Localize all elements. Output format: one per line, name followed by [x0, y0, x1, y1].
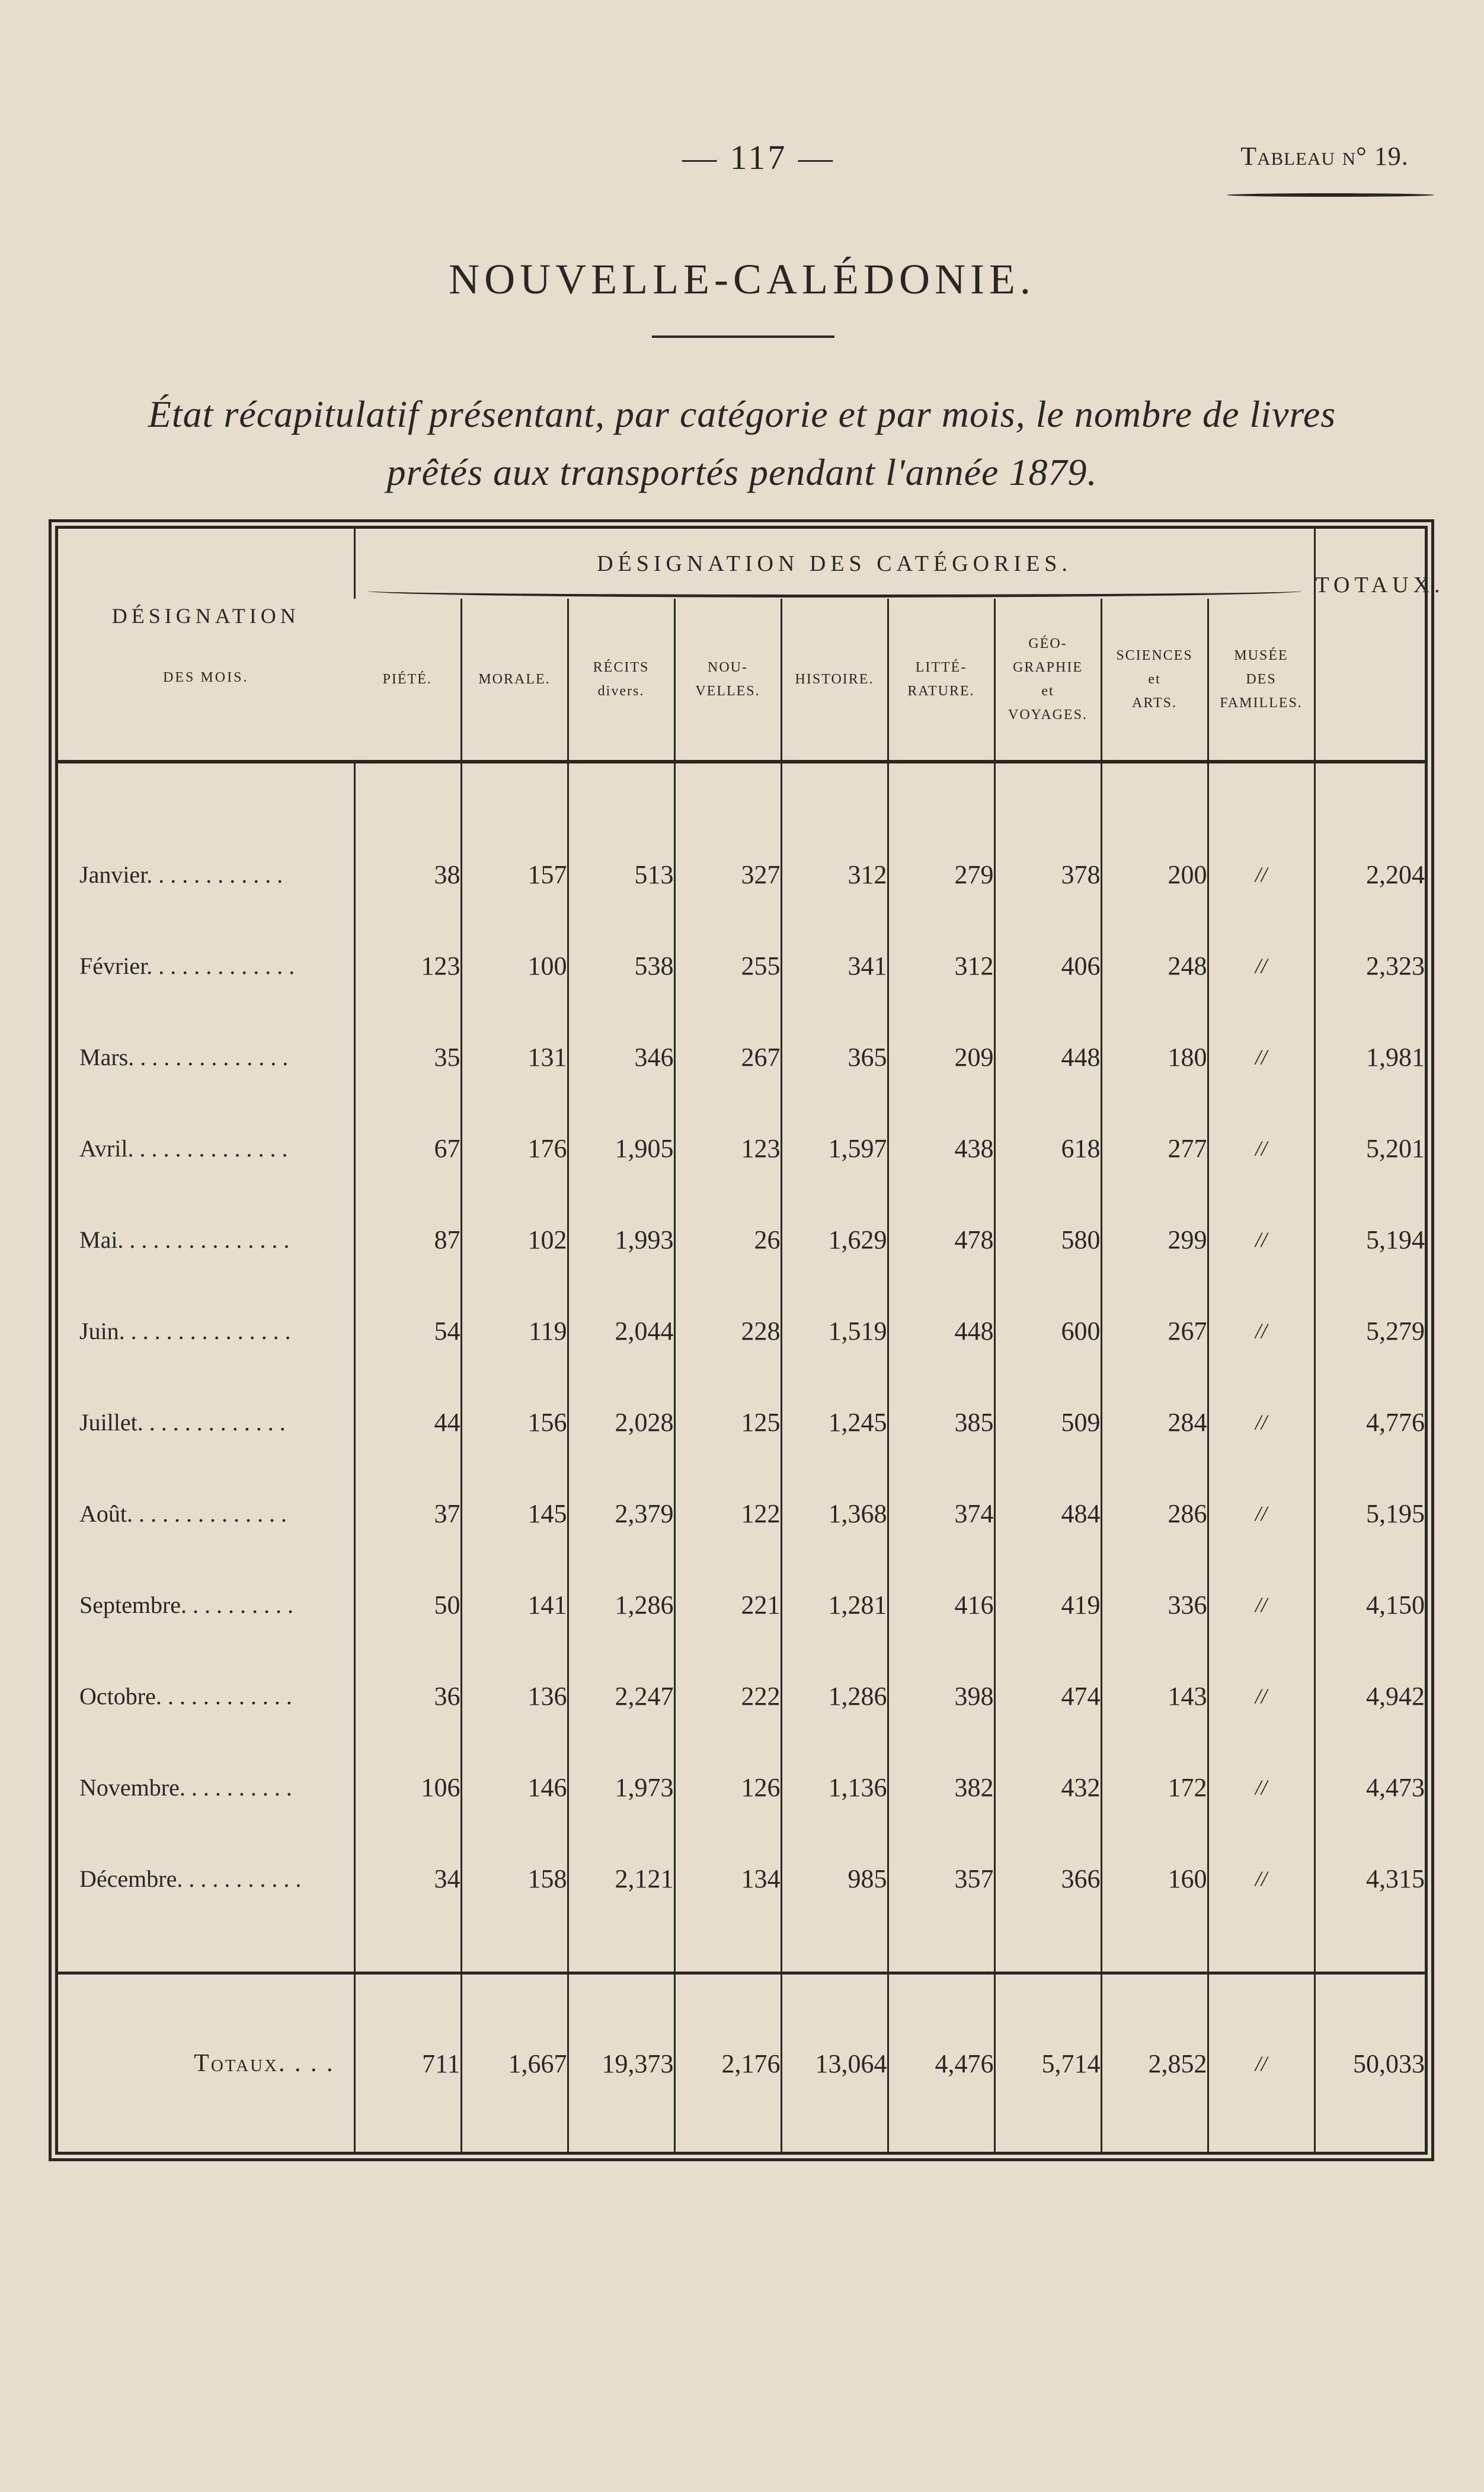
value-cell: 600	[994, 1285, 1101, 1376]
category-header-line: HISTOIRE.	[795, 672, 874, 687]
month-column-header	[58, 529, 354, 762]
value-cell: //	[1208, 1468, 1315, 1559]
category-header-line: NOU-	[708, 660, 748, 675]
value-cell: 580	[994, 1194, 1101, 1285]
category-header-line: et	[1041, 683, 1054, 699]
spacer-cell	[461, 762, 568, 829]
table-row	[58, 1011, 1425, 1103]
table-row	[58, 1559, 1425, 1650]
gap-cell	[1208, 1924, 1315, 1973]
tableau-reference: Tableau n° 19.	[1240, 142, 1409, 171]
value-cell: 248	[1101, 920, 1208, 1011]
value-cell: 474	[994, 1650, 1101, 1742]
value-cell: 346	[568, 1011, 674, 1103]
category-header	[781, 599, 888, 762]
month-cell: Avril. . . . . . . . . . . . . .	[79, 1135, 288, 1162]
value-cell: 341	[781, 920, 888, 1011]
tableau-underline	[1227, 193, 1434, 197]
month-header-line-1: DÉSIGNATION	[111, 603, 300, 628]
gap-cell	[994, 1924, 1101, 1973]
spacer-cell	[888, 762, 994, 829]
row-total-cell: 1,981	[1315, 1011, 1425, 1103]
value-cell: 2,379	[568, 1468, 674, 1559]
category-header-line: VOYAGES.	[1008, 707, 1088, 723]
row-total-cell: 4,150	[1315, 1559, 1425, 1650]
category-header	[568, 599, 674, 762]
table-caption	[119, 385, 1365, 501]
month-header-line-2: DES MOIS.	[163, 669, 249, 685]
category-header-line: MUSÉE	[1234, 648, 1288, 663]
value-cell: 180	[1101, 1011, 1208, 1103]
category-header-line: RATURE.	[907, 683, 975, 699]
value-cell: 67	[354, 1103, 461, 1194]
column-total-cell: 1,667	[461, 1973, 568, 2153]
value-cell: 102	[461, 1194, 568, 1285]
value-cell: 2,247	[568, 1650, 674, 1742]
column-total-cell: 2,176	[674, 1973, 781, 2153]
table-frame	[49, 519, 1445, 2161]
value-cell: 374	[888, 1468, 994, 1559]
spacer-row	[58, 762, 1425, 829]
column-total-cell: 2,852	[1101, 1973, 1208, 2153]
value-cell: 200	[1101, 829, 1208, 920]
column-total-cell: 5,714	[994, 1973, 1101, 2153]
value-cell: 1,286	[568, 1559, 674, 1650]
value-cell: 222	[674, 1650, 781, 1742]
month-cell: Novembre. . . . . . . . . .	[79, 1774, 292, 1801]
category-header-line: et	[1148, 672, 1161, 687]
value-cell: 126	[674, 1742, 781, 1833]
column-total-cell: 711	[354, 1973, 461, 2153]
value-cell: 160	[1101, 1833, 1208, 1924]
table-row	[58, 1103, 1425, 1194]
value-cell: 327	[674, 829, 781, 920]
value-cell: 136	[461, 1650, 568, 1742]
category-header-line: ARTS.	[1132, 695, 1177, 711]
row-total-cell: 4,942	[1315, 1650, 1425, 1742]
table-row	[58, 1468, 1425, 1559]
value-cell: 131	[461, 1011, 568, 1103]
value-cell: 26	[674, 1194, 781, 1285]
column-total-cell: //	[1208, 1973, 1315, 2153]
value-cell: //	[1208, 1285, 1315, 1376]
row-total-cell: 5,201	[1315, 1103, 1425, 1194]
value-cell: 284	[1101, 1376, 1208, 1468]
column-total-cell: 4,476	[888, 1973, 994, 2153]
value-cell: 37	[354, 1468, 461, 1559]
row-total-cell: 4,776	[1315, 1376, 1425, 1468]
month-cell: Juillet. . . . . . . . . . . . .	[79, 1408, 286, 1436]
value-cell: 432	[994, 1742, 1101, 1833]
category-header-line: divers.	[597, 683, 645, 699]
value-cell: 1,629	[781, 1194, 888, 1285]
value-cell: 122	[674, 1468, 781, 1559]
value-cell: 87	[354, 1194, 461, 1285]
value-cell: 2,121	[568, 1833, 674, 1924]
value-cell: 221	[674, 1559, 781, 1650]
value-cell: 209	[888, 1011, 994, 1103]
value-cell: 145	[461, 1468, 568, 1559]
value-cell: //	[1208, 1194, 1315, 1285]
value-cell: 50	[354, 1559, 461, 1650]
caption-line-1: État récapitulatif présentant, par catégorie et par mois, le nombre de livres	[148, 393, 1336, 435]
value-cell: 2,044	[568, 1285, 674, 1376]
statistics-table	[58, 529, 1445, 2152]
gap-cell	[1315, 1924, 1425, 1973]
value-cell: 1,519	[781, 1285, 888, 1376]
category-header-line: DES	[1246, 672, 1277, 687]
value-cell: 100	[461, 920, 568, 1011]
row-total-cell: 2,323	[1315, 920, 1425, 1011]
month-cell: Juin. . . . . . . . . . . . . . .	[79, 1317, 291, 1344]
value-cell: //	[1208, 1650, 1315, 1742]
value-cell: 38	[354, 829, 461, 920]
table-row	[58, 1194, 1425, 1285]
value-cell: 35	[354, 1011, 461, 1103]
value-cell: 618	[994, 1103, 1101, 1194]
gap-cell	[461, 1924, 568, 1973]
value-cell: 36	[354, 1650, 461, 1742]
value-cell: 416	[888, 1559, 994, 1650]
category-header	[994, 599, 1101, 762]
row-total-cell: 5,279	[1315, 1285, 1425, 1376]
value-cell: //	[1208, 1376, 1315, 1468]
value-cell: //	[1208, 1011, 1315, 1103]
value-cell: 419	[994, 1559, 1101, 1650]
month-cell: Février. . . . . . . . . . . . .	[79, 952, 295, 979]
month-cell: Mai. . . . . . . . . . . . . . .	[79, 1226, 290, 1253]
value-cell: 385	[888, 1376, 994, 1468]
value-cell: 1,245	[781, 1376, 888, 1468]
month-cell: Août. . . . . . . . . . . . . .	[79, 1500, 287, 1527]
category-header-line: GÉO-	[1028, 636, 1067, 651]
value-cell: 1,368	[781, 1468, 888, 1559]
value-cell: 34	[354, 1833, 461, 1924]
category-header	[888, 599, 994, 762]
value-cell: //	[1208, 1103, 1315, 1194]
gap-cell	[568, 1924, 674, 1973]
value-cell: 286	[1101, 1468, 1208, 1559]
gap-cell	[1101, 1924, 1208, 1973]
value-cell: 299	[1101, 1194, 1208, 1285]
value-cell: 513	[568, 829, 674, 920]
category-header	[674, 599, 781, 762]
value-cell: //	[1208, 1559, 1315, 1650]
value-cell: //	[1208, 829, 1315, 920]
caption-line-2: prêtés aux transportés pendant l'année 1879.	[386, 451, 1098, 493]
value-cell: 484	[994, 1468, 1101, 1559]
spacer-cell	[354, 762, 461, 829]
table-row	[58, 1376, 1425, 1468]
value-cell: 312	[781, 829, 888, 920]
spacer-cell	[994, 762, 1101, 829]
page-number: — 117 —	[682, 138, 835, 177]
spacer-cell	[781, 762, 888, 829]
gap-cell	[888, 1924, 994, 1973]
value-cell: 448	[994, 1011, 1101, 1103]
value-cell: 398	[888, 1650, 994, 1742]
totals-label: Totaux. . . .	[194, 2050, 335, 2077]
value-cell: 228	[674, 1285, 781, 1376]
spacer-cell	[58, 762, 354, 829]
value-cell: 157	[461, 829, 568, 920]
row-total-cell: 5,194	[1315, 1194, 1425, 1285]
value-cell: 2,028	[568, 1376, 674, 1468]
row-total-cell: 4,473	[1315, 1742, 1425, 1833]
value-cell: 158	[461, 1833, 568, 1924]
grand-total-cell: 50,033	[1315, 1973, 1425, 2153]
category-header	[461, 599, 568, 762]
table-row	[58, 1285, 1425, 1376]
value-cell: 1,286	[781, 1650, 888, 1742]
categories-header: DÉSIGNATION DES CATÉGORIES.	[354, 529, 1315, 599]
value-cell: 1,281	[781, 1559, 888, 1650]
table-row	[58, 1833, 1425, 1924]
row-total-cell: 2,204	[1315, 829, 1425, 920]
spacer-cell	[1208, 762, 1315, 829]
value-cell: 366	[994, 1833, 1101, 1924]
value-cell: 406	[994, 920, 1101, 1011]
value-cell: 176	[461, 1103, 568, 1194]
spacer-cell	[1315, 762, 1425, 829]
category-header-line: VELLES.	[695, 683, 760, 699]
value-cell: 106	[354, 1742, 461, 1833]
table-row	[58, 1742, 1425, 1833]
totals-column-header: TOTAUX.	[1315, 529, 1425, 762]
value-cell: 538	[568, 920, 674, 1011]
category-header-line: MORALE.	[478, 672, 551, 687]
value-cell: 438	[888, 1103, 994, 1194]
value-cell: 156	[461, 1376, 568, 1468]
value-cell: 382	[888, 1742, 994, 1833]
value-cell: 54	[354, 1285, 461, 1376]
value-cell: 985	[781, 1833, 888, 1924]
month-cell: Octobre. . . . . . . . . . . .	[79, 1682, 292, 1710]
value-cell: 365	[781, 1011, 888, 1103]
gap-cell	[781, 1924, 888, 1973]
category-header	[1208, 599, 1315, 762]
value-cell: 134	[674, 1833, 781, 1924]
month-cell: Décembre. . . . . . . . . . .	[79, 1865, 302, 1892]
value-cell: 267	[1101, 1285, 1208, 1376]
spacer-cell	[674, 762, 781, 829]
value-cell: 119	[461, 1285, 568, 1376]
value-cell: 336	[1101, 1559, 1208, 1650]
value-cell: 478	[888, 1194, 994, 1285]
column-total-cell: 19,373	[568, 1973, 674, 2153]
value-cell: 1,905	[568, 1103, 674, 1194]
value-cell: 312	[888, 920, 994, 1011]
spacer-cell	[568, 762, 674, 829]
month-cell: Septembre. . . . . . . . . .	[79, 1591, 294, 1618]
table-row	[58, 829, 1425, 920]
category-header	[1101, 599, 1208, 762]
page-title: NOUVELLE-CALÉDONIE.	[449, 255, 1035, 303]
value-cell: 123	[674, 1103, 781, 1194]
table-body	[58, 762, 1425, 2152]
title-rule	[652, 336, 834, 338]
value-cell: 1,993	[568, 1194, 674, 1285]
value-cell: 1,136	[781, 1742, 888, 1833]
value-cell: 448	[888, 1285, 994, 1376]
value-cell: 267	[674, 1011, 781, 1103]
value-cell: //	[1208, 1833, 1315, 1924]
gap-cell	[58, 1924, 354, 1973]
value-cell: 123	[354, 920, 461, 1011]
category-header-line: FAMILLES.	[1220, 695, 1303, 711]
gap-cell	[674, 1924, 781, 1973]
month-cell: Mars. . . . . . . . . . . . . .	[79, 1043, 289, 1071]
row-total-cell: 5,195	[1315, 1468, 1425, 1559]
value-cell: 509	[994, 1376, 1101, 1468]
value-cell: 277	[1101, 1103, 1208, 1194]
row-total-cell: 4,315	[1315, 1833, 1425, 1924]
table-row	[58, 920, 1425, 1011]
value-cell: 279	[888, 829, 994, 920]
category-header	[354, 599, 461, 762]
value-cell: 172	[1101, 1742, 1208, 1833]
value-cell: 1,597	[781, 1103, 888, 1194]
value-cell: 143	[1101, 1650, 1208, 1742]
category-header-line: LITTÉ-	[915, 660, 967, 675]
value-cell: //	[1208, 920, 1315, 1011]
category-header-line: PIÉTÉ.	[382, 672, 432, 687]
value-cell: 141	[461, 1559, 568, 1650]
value-cell: 255	[674, 920, 781, 1011]
value-cell: //	[1208, 1742, 1315, 1833]
gap-row	[58, 1924, 1425, 1973]
month-cell: Janvier. . . . . . . . . . . .	[79, 861, 283, 888]
gap-cell	[354, 1924, 461, 1973]
value-cell: 44	[354, 1376, 461, 1468]
value-cell: 357	[888, 1833, 994, 1924]
category-header-line: SCIENCES	[1116, 648, 1193, 663]
category-header-line: RÉCITS	[593, 660, 650, 675]
category-header-line: GRAPHIE	[1012, 660, 1083, 675]
value-cell: 1,973	[568, 1742, 674, 1833]
value-cell: 125	[674, 1376, 781, 1468]
value-cell: 378	[994, 829, 1101, 920]
table-row	[58, 1650, 1425, 1742]
spacer-cell	[1101, 762, 1208, 829]
column-total-cell: 13,064	[781, 1973, 888, 2153]
value-cell: 146	[461, 1742, 568, 1833]
totals-row	[58, 1973, 1425, 2153]
